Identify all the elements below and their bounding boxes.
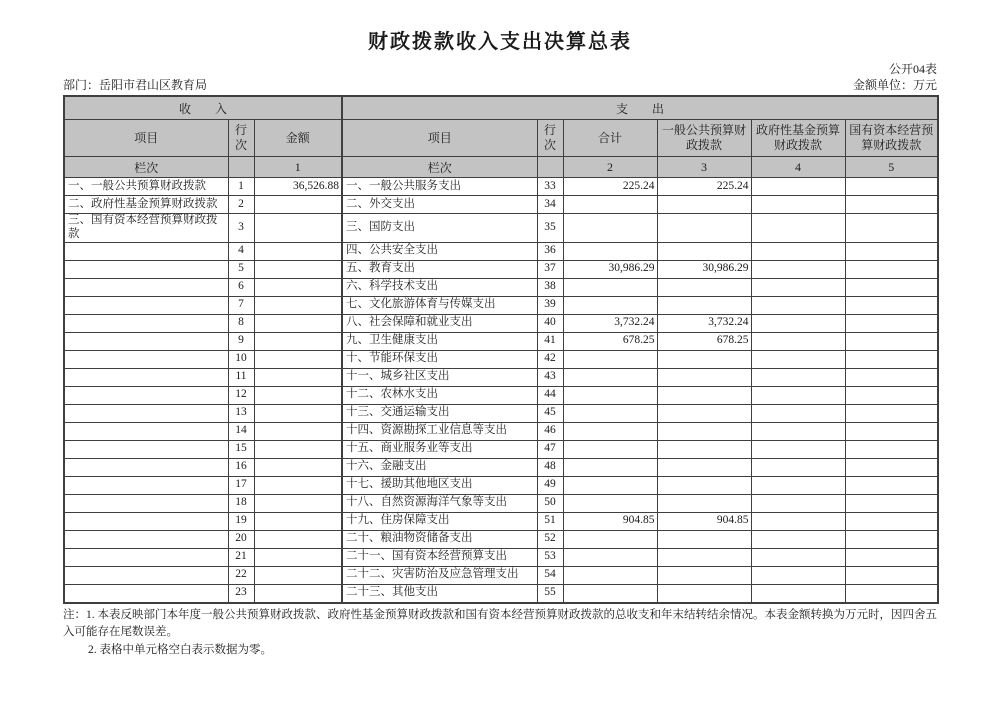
expense-total-cell bbox=[563, 566, 657, 584]
expense-total-cell bbox=[563, 584, 657, 603]
expense-gov-fund-cell bbox=[751, 314, 845, 332]
expense-gov-fund-cell bbox=[751, 458, 845, 476]
expense-general-budget-cell bbox=[657, 214, 751, 243]
expense-general-budget-cell: 30,986.29 bbox=[657, 260, 751, 278]
income-line-number-cell: 9 bbox=[228, 332, 254, 350]
table-row bbox=[64, 242, 938, 260]
expense-line-number-cell: 50 bbox=[537, 494, 563, 512]
income-amount-cell bbox=[254, 296, 342, 314]
income-item-cell bbox=[64, 404, 228, 422]
table-row bbox=[64, 512, 938, 530]
income-amount-cell bbox=[254, 196, 342, 214]
expense-item-cell: 十九、住房保障支出 bbox=[342, 512, 537, 530]
expense-item-cell: 七、文化旅游体育与传媒支出 bbox=[342, 296, 537, 314]
col-header-income-item: 项目 bbox=[64, 120, 228, 157]
income-item-cell bbox=[64, 242, 228, 260]
table-row bbox=[64, 386, 938, 404]
expense-state-capital-cell bbox=[845, 458, 938, 476]
expense-gov-fund-cell bbox=[751, 494, 845, 512]
expense-state-capital-cell bbox=[845, 584, 938, 603]
fiscal-appropriation-table bbox=[63, 95, 939, 604]
expense-general-budget-cell bbox=[657, 548, 751, 566]
income-item-cell bbox=[64, 440, 228, 458]
expense-state-capital-cell bbox=[845, 404, 938, 422]
expense-gov-fund-cell bbox=[751, 440, 845, 458]
expense-gov-fund-cell bbox=[751, 386, 845, 404]
income-amount-cell bbox=[254, 530, 342, 548]
expense-line-number-cell: 54 bbox=[537, 566, 563, 584]
expense-gov-fund-cell bbox=[751, 368, 845, 386]
expense-general-budget-cell bbox=[657, 386, 751, 404]
col-header-income-line: 行次 bbox=[228, 120, 254, 157]
expense-total-cell bbox=[563, 458, 657, 476]
expense-total-cell bbox=[563, 530, 657, 548]
expense-gov-fund-cell bbox=[751, 278, 845, 296]
expense-item-cell: 十三、交通运输支出 bbox=[342, 404, 537, 422]
income-line-number-cell: 8 bbox=[228, 314, 254, 332]
expense-gov-fund-cell bbox=[751, 332, 845, 350]
income-item-cell bbox=[64, 386, 228, 404]
expense-gov-fund-cell bbox=[751, 584, 845, 603]
expense-total-cell: 225.24 bbox=[563, 178, 657, 196]
table-row bbox=[64, 278, 938, 296]
expense-item-cell: 五、教育支出 bbox=[342, 260, 537, 278]
expense-line-number-cell: 51 bbox=[537, 512, 563, 530]
expense-state-capital-cell bbox=[845, 196, 938, 214]
expense-total-cell bbox=[563, 214, 657, 243]
expense-total-cell bbox=[563, 386, 657, 404]
income-line-number-cell: 19 bbox=[228, 512, 254, 530]
expense-state-capital-cell bbox=[845, 332, 938, 350]
expense-line-number-cell: 53 bbox=[537, 548, 563, 566]
col-header-income-amount: 金额 bbox=[254, 120, 342, 157]
expense-general-budget-cell bbox=[657, 584, 751, 603]
income-line-number-cell: 4 bbox=[228, 242, 254, 260]
expense-general-budget-cell bbox=[657, 422, 751, 440]
income-amount-cell bbox=[254, 476, 342, 494]
expense-line-number-cell: 45 bbox=[537, 404, 563, 422]
expense-gov-fund-cell bbox=[751, 422, 845, 440]
income-line-number-cell: 13 bbox=[228, 404, 254, 422]
expense-line-number-cell: 35 bbox=[537, 214, 563, 243]
table-row bbox=[64, 584, 938, 603]
income-amount-cell bbox=[254, 422, 342, 440]
income-line-number-cell: 17 bbox=[228, 476, 254, 494]
expense-general-budget-cell bbox=[657, 404, 751, 422]
expense-state-capital-cell bbox=[845, 214, 938, 243]
expense-general-budget-cell: 225.24 bbox=[657, 178, 751, 196]
page-title: 财政拨款收入支出决算总表 bbox=[368, 31, 632, 53]
expense-line-number-cell: 52 bbox=[537, 530, 563, 548]
table-row bbox=[64, 422, 938, 440]
income-line-number-cell: 7 bbox=[228, 296, 254, 314]
income-item-cell bbox=[64, 422, 228, 440]
expense-state-capital-cell bbox=[845, 476, 938, 494]
expense-total-cell bbox=[563, 494, 657, 512]
expense-state-capital-cell bbox=[845, 440, 938, 458]
meta-row bbox=[63, 78, 937, 93]
income-amount-cell bbox=[254, 458, 342, 476]
income-item-cell bbox=[64, 476, 228, 494]
income-amount-cell bbox=[254, 404, 342, 422]
income-amount-cell bbox=[254, 332, 342, 350]
income-item-cell bbox=[64, 566, 228, 584]
income-item-cell: 一、一般公共预算财政拨款 bbox=[64, 178, 228, 196]
expense-line-number-cell: 40 bbox=[537, 314, 563, 332]
expense-item-cell: 十六、金融支出 bbox=[342, 458, 537, 476]
col-header-gov-fund: 政府性基金预算财政拨款 bbox=[751, 120, 845, 157]
expense-total-cell bbox=[563, 242, 657, 260]
expense-gov-fund-cell bbox=[751, 530, 845, 548]
expense-item-cell: 二十一、国有资本经营预算支出 bbox=[342, 548, 537, 566]
expense-item-cell: 一、一般公共服务支出 bbox=[342, 178, 537, 196]
table-row bbox=[64, 566, 938, 584]
expense-gov-fund-cell bbox=[751, 196, 845, 214]
income-line-number-cell: 22 bbox=[228, 566, 254, 584]
income-line-number-cell: 18 bbox=[228, 494, 254, 512]
expense-line-number-cell: 39 bbox=[537, 296, 563, 314]
income-amount-cell bbox=[254, 242, 342, 260]
expense-general-budget-cell: 904.85 bbox=[657, 512, 751, 530]
table-row bbox=[64, 260, 938, 278]
income-item-cell bbox=[64, 314, 228, 332]
income-amount-cell bbox=[254, 214, 342, 243]
income-item-cell bbox=[64, 494, 228, 512]
expense-state-capital-cell bbox=[845, 368, 938, 386]
income-line-number-cell: 16 bbox=[228, 458, 254, 476]
table-row bbox=[64, 296, 938, 314]
income-amount-cell bbox=[254, 260, 342, 278]
income-line-number-cell: 23 bbox=[228, 584, 254, 603]
expense-item-cell: 四、公共安全支出 bbox=[342, 242, 537, 260]
table-row bbox=[64, 332, 938, 350]
expense-line-number-cell: 48 bbox=[537, 458, 563, 476]
table-code-label: 公开04表 bbox=[888, 62, 937, 76]
expense-item-cell: 十五、商业服务业等支出 bbox=[342, 440, 537, 458]
expense-total-cell: 30,986.29 bbox=[563, 260, 657, 278]
lanci-col-2: 2 bbox=[563, 157, 657, 178]
expense-total-cell bbox=[563, 404, 657, 422]
income-amount-cell bbox=[254, 368, 342, 386]
expense-state-capital-cell bbox=[845, 242, 938, 260]
income-item-cell bbox=[64, 278, 228, 296]
expense-state-capital-cell bbox=[845, 566, 938, 584]
expense-gov-fund-cell bbox=[751, 404, 845, 422]
expense-line-number-cell: 42 bbox=[537, 350, 563, 368]
expense-line-number-cell: 49 bbox=[537, 476, 563, 494]
expense-total-cell: 904.85 bbox=[563, 512, 657, 530]
expense-state-capital-cell bbox=[845, 314, 938, 332]
expense-state-capital-cell bbox=[845, 422, 938, 440]
lanci-expense-label: 栏次 bbox=[342, 157, 537, 178]
income-item-cell bbox=[64, 260, 228, 278]
expense-item-cell: 九、卫生健康支出 bbox=[342, 332, 537, 350]
table-row bbox=[64, 440, 938, 458]
income-line-number-cell: 11 bbox=[228, 368, 254, 386]
expense-item-cell: 十二、农林水支出 bbox=[342, 386, 537, 404]
lanci-income-line bbox=[228, 157, 254, 178]
income-amount-cell bbox=[254, 512, 342, 530]
income-line-number-cell: 14 bbox=[228, 422, 254, 440]
expense-item-cell: 二十二、灾害防治及应急管理支出 bbox=[342, 566, 537, 584]
expense-state-capital-cell bbox=[845, 350, 938, 368]
table-row bbox=[64, 530, 938, 548]
table-row bbox=[64, 404, 938, 422]
income-line-number-cell: 6 bbox=[228, 278, 254, 296]
expense-state-capital-cell bbox=[845, 548, 938, 566]
footnotes bbox=[63, 607, 937, 660]
col-header-expense-total: 合计 bbox=[563, 120, 657, 157]
expense-general-budget-cell bbox=[657, 242, 751, 260]
expense-state-capital-cell bbox=[845, 260, 938, 278]
lanci-col-4: 4 bbox=[751, 157, 845, 178]
expense-line-number-cell: 46 bbox=[537, 422, 563, 440]
report-sheet bbox=[63, 0, 937, 660]
expense-item-cell: 十四、资源勘探工业信息等支出 bbox=[342, 422, 537, 440]
expense-item-cell: 十七、援助其他地区支出 bbox=[342, 476, 537, 494]
table-row bbox=[64, 368, 938, 386]
table-row bbox=[64, 314, 938, 332]
expense-line-number-cell: 55 bbox=[537, 584, 563, 603]
expense-gov-fund-cell bbox=[751, 512, 845, 530]
income-item-cell bbox=[64, 368, 228, 386]
expense-general-budget-cell bbox=[657, 196, 751, 214]
department-label: 部门：岳阳市君山区教育局 bbox=[63, 78, 208, 92]
expense-state-capital-cell bbox=[845, 512, 938, 530]
expense-general-budget-cell bbox=[657, 350, 751, 368]
col-header-state-capital: 国有资本经营预算财政拨款 bbox=[845, 120, 938, 157]
income-item-cell bbox=[64, 584, 228, 603]
income-item-cell bbox=[64, 296, 228, 314]
expense-line-number-cell: 47 bbox=[537, 440, 563, 458]
footnote-1: 注：1. 本表反映部门本年度一般公共预算财政拨款、政府性基金预算财政拨款和国有资本经营预算财政拨款的总收支和年末结转结余情况。本表金额转换为万元时，因四舍五入可能存在尾数误差。 bbox=[63, 608, 937, 639]
expense-line-number-cell: 34 bbox=[537, 196, 563, 214]
col-header-expense-line: 行次 bbox=[537, 120, 563, 157]
table-row bbox=[64, 350, 938, 368]
income-line-number-cell: 1 bbox=[228, 178, 254, 196]
expense-gov-fund-cell bbox=[751, 214, 845, 243]
income-item-cell bbox=[64, 332, 228, 350]
income-amount-cell: 36,526.88 bbox=[254, 178, 342, 196]
income-amount-cell bbox=[254, 548, 342, 566]
expense-line-number-cell: 37 bbox=[537, 260, 563, 278]
income-amount-cell bbox=[254, 440, 342, 458]
income-item-cell bbox=[64, 548, 228, 566]
expense-item-cell: 三、国防支出 bbox=[342, 214, 537, 243]
expense-general-budget-cell bbox=[657, 476, 751, 494]
expense-item-cell: 十一、城乡社区支出 bbox=[342, 368, 537, 386]
expense-total-cell bbox=[563, 296, 657, 314]
income-line-number-cell: 3 bbox=[228, 214, 254, 243]
table-row bbox=[64, 476, 938, 494]
table-row bbox=[64, 458, 938, 476]
expense-item-cell: 二十、粮油物资储备支出 bbox=[342, 530, 537, 548]
expense-general-budget-cell: 678.25 bbox=[657, 332, 751, 350]
col-header-expense-item: 项目 bbox=[342, 120, 537, 157]
unit-label: 金额单位：万元 bbox=[852, 78, 937, 92]
lanci-col-5: 5 bbox=[845, 157, 938, 178]
col-header-general-budget: 一般公共预算财政拨款 bbox=[657, 120, 751, 157]
income-amount-cell bbox=[254, 566, 342, 584]
column-index-row bbox=[64, 157, 938, 178]
expense-state-capital-cell bbox=[845, 278, 938, 296]
income-line-number-cell: 10 bbox=[228, 350, 254, 368]
expense-item-cell: 八、社会保障和就业支出 bbox=[342, 314, 537, 332]
expense-gov-fund-cell bbox=[751, 476, 845, 494]
income-item-cell bbox=[64, 530, 228, 548]
footnote-2: 2. 表格中单元格空白表示数据为零。 bbox=[88, 644, 272, 657]
table-row bbox=[64, 178, 938, 196]
income-line-number-cell: 5 bbox=[228, 260, 254, 278]
income-line-number-cell: 21 bbox=[228, 548, 254, 566]
income-amount-cell bbox=[254, 314, 342, 332]
expense-total-cell bbox=[563, 196, 657, 214]
expense-state-capital-cell bbox=[845, 296, 938, 314]
table-row bbox=[64, 214, 938, 243]
table-row bbox=[64, 196, 938, 214]
expense-total-cell bbox=[563, 368, 657, 386]
expense-total-cell bbox=[563, 350, 657, 368]
income-line-number-cell: 20 bbox=[228, 530, 254, 548]
expense-gov-fund-cell bbox=[751, 350, 845, 368]
income-section-header: 收 入 bbox=[64, 96, 342, 120]
expense-item-cell: 十八、自然资源海洋气象等支出 bbox=[342, 494, 537, 512]
income-amount-cell bbox=[254, 494, 342, 512]
expense-item-cell: 二、外交支出 bbox=[342, 196, 537, 214]
expense-line-number-cell: 43 bbox=[537, 368, 563, 386]
income-amount-cell bbox=[254, 278, 342, 296]
column-header-row bbox=[64, 120, 938, 157]
income-item-cell: 二、政府性基金预算财政拨款 bbox=[64, 196, 228, 214]
income-amount-cell bbox=[254, 584, 342, 603]
expense-total-cell bbox=[563, 476, 657, 494]
expense-gov-fund-cell bbox=[751, 566, 845, 584]
section-header-row bbox=[64, 96, 938, 120]
expense-total-cell bbox=[563, 548, 657, 566]
income-item-cell: 三、国有资本经营预算财政拨款 bbox=[64, 214, 228, 243]
lanci-income-label: 栏次 bbox=[64, 157, 228, 178]
expense-gov-fund-cell bbox=[751, 178, 845, 196]
expense-item-cell: 六、科学技术支出 bbox=[342, 278, 537, 296]
expense-general-budget-cell bbox=[657, 494, 751, 512]
expense-general-budget-cell bbox=[657, 440, 751, 458]
expense-gov-fund-cell bbox=[751, 242, 845, 260]
lanci-col-1: 1 bbox=[254, 157, 342, 178]
table-row bbox=[64, 548, 938, 566]
table-row bbox=[64, 494, 938, 512]
income-amount-cell bbox=[254, 350, 342, 368]
expense-total-cell bbox=[563, 422, 657, 440]
expense-gov-fund-cell bbox=[751, 260, 845, 278]
expense-general-budget-cell bbox=[657, 368, 751, 386]
income-line-number-cell: 2 bbox=[228, 196, 254, 214]
income-line-number-cell: 12 bbox=[228, 386, 254, 404]
expense-total-cell: 3,732.24 bbox=[563, 314, 657, 332]
expense-line-number-cell: 36 bbox=[537, 242, 563, 260]
income-item-cell bbox=[64, 512, 228, 530]
expense-line-number-cell: 38 bbox=[537, 278, 563, 296]
expense-general-budget-cell bbox=[657, 458, 751, 476]
table-body bbox=[64, 178, 938, 603]
expense-general-budget-cell bbox=[657, 296, 751, 314]
expense-general-budget-cell bbox=[657, 530, 751, 548]
expense-line-number-cell: 44 bbox=[537, 386, 563, 404]
expense-general-budget-cell bbox=[657, 278, 751, 296]
income-item-cell bbox=[64, 350, 228, 368]
expense-general-budget-cell: 3,732.24 bbox=[657, 314, 751, 332]
lanci-col-3: 3 bbox=[657, 157, 751, 178]
expense-gov-fund-cell bbox=[751, 548, 845, 566]
income-amount-cell bbox=[254, 386, 342, 404]
expense-gov-fund-cell bbox=[751, 296, 845, 314]
lanci-expense-line bbox=[537, 157, 563, 178]
income-item-cell bbox=[64, 458, 228, 476]
expense-state-capital-cell bbox=[845, 386, 938, 404]
expense-state-capital-cell bbox=[845, 530, 938, 548]
expense-item-cell: 二十三、其他支出 bbox=[342, 584, 537, 603]
expense-general-budget-cell bbox=[657, 566, 751, 584]
expense-state-capital-cell bbox=[845, 178, 938, 196]
expense-line-number-cell: 33 bbox=[537, 178, 563, 196]
expense-total-cell bbox=[563, 440, 657, 458]
expense-line-number-cell: 41 bbox=[537, 332, 563, 350]
expense-total-cell bbox=[563, 278, 657, 296]
expense-total-cell: 678.25 bbox=[563, 332, 657, 350]
expense-section-header: 支 出 bbox=[342, 96, 938, 120]
expense-state-capital-cell bbox=[845, 494, 938, 512]
expense-item-cell: 十、节能环保支出 bbox=[342, 350, 537, 368]
income-line-number-cell: 15 bbox=[228, 440, 254, 458]
